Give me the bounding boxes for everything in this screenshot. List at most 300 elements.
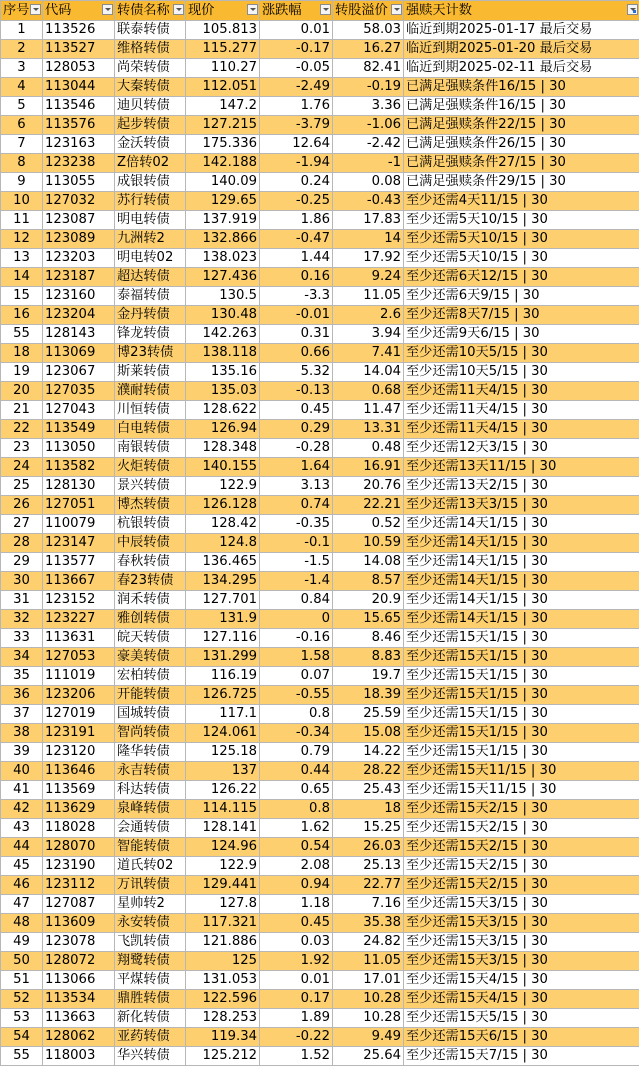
change-pct-cell[interactable]: 1.86 bbox=[260, 211, 333, 230]
bond-name-cell[interactable]: 润禾转债 bbox=[115, 591, 186, 610]
price-cell[interactable]: 130.48 bbox=[186, 306, 260, 325]
bond-name-cell[interactable]: 火炬转债 bbox=[115, 458, 186, 477]
change-pct-cell[interactable]: -0.47 bbox=[260, 230, 333, 249]
row-index-cell[interactable]: 43 bbox=[1, 819, 43, 838]
redemption-count-cell[interactable]: 至少还需5天10/15 | 30 bbox=[404, 249, 639, 268]
bond-name-cell[interactable]: 泰福转债 bbox=[115, 287, 186, 306]
table-row[interactable] bbox=[1, 59, 639, 78]
bond-name-cell[interactable]: 隆华转债 bbox=[115, 743, 186, 762]
price-cell[interactable]: 131.053 bbox=[186, 971, 260, 990]
change-pct-cell[interactable]: -0.05 bbox=[260, 59, 333, 78]
price-cell[interactable]: 142.188 bbox=[186, 154, 260, 173]
code-cell[interactable]: 113066 bbox=[43, 971, 115, 990]
code-cell[interactable]: 113527 bbox=[43, 40, 115, 59]
redemption-count-cell[interactable]: 至少还需15天2/15 | 30 bbox=[404, 876, 639, 895]
bond-name-cell[interactable]: 春23转债 bbox=[115, 572, 186, 591]
premium-cell[interactable]: 10.59 bbox=[333, 534, 404, 553]
code-cell[interactable]: 128053 bbox=[43, 59, 115, 78]
row-index-cell[interactable]: 7 bbox=[1, 135, 43, 154]
redemption-count-cell[interactable]: 至少还需11天4/15 | 30 bbox=[404, 420, 639, 439]
redemption-count-cell[interactable]: 至少还需6天12/15 | 30 bbox=[404, 268, 639, 287]
redemption-count-cell[interactable]: 至少还需15天1/15 | 30 bbox=[404, 743, 639, 762]
table-row[interactable] bbox=[1, 933, 639, 952]
premium-cell[interactable]: 14.22 bbox=[333, 743, 404, 762]
table-row[interactable] bbox=[1, 458, 639, 477]
table-row[interactable] bbox=[1, 534, 639, 553]
row-index-cell[interactable]: 49 bbox=[1, 933, 43, 952]
table-row[interactable] bbox=[1, 268, 639, 287]
premium-cell[interactable]: 19.7 bbox=[333, 667, 404, 686]
premium-cell[interactable]: 82.41 bbox=[333, 59, 404, 78]
premium-cell[interactable]: 11.05 bbox=[333, 287, 404, 306]
premium-cell[interactable]: 15.08 bbox=[333, 724, 404, 743]
change-pct-cell[interactable]: 0.45 bbox=[260, 401, 333, 420]
row-index-cell[interactable]: 40 bbox=[1, 762, 43, 781]
premium-cell[interactable]: 22.21 bbox=[333, 496, 404, 515]
row-index-cell[interactable]: 35 bbox=[1, 667, 43, 686]
column-header-code[interactable]: 代码 bbox=[43, 1, 115, 21]
row-index-cell[interactable]: 8 bbox=[1, 154, 43, 173]
redemption-count-cell[interactable]: 至少还需15天4/15 | 30 bbox=[404, 990, 639, 1009]
column-header-price[interactable]: 现价 bbox=[186, 1, 260, 21]
row-index-cell[interactable]: 52 bbox=[1, 990, 43, 1009]
change-pct-cell[interactable]: -0.13 bbox=[260, 382, 333, 401]
premium-cell[interactable]: 25.13 bbox=[333, 857, 404, 876]
code-cell[interactable]: 123191 bbox=[43, 724, 115, 743]
redemption-count-cell[interactable]: 至少还需15天1/15 | 30 bbox=[404, 648, 639, 667]
change-pct-cell[interactable]: 0.17 bbox=[260, 990, 333, 1009]
table-row[interactable] bbox=[1, 496, 639, 515]
price-cell[interactable]: 135.03 bbox=[186, 382, 260, 401]
premium-cell[interactable]: 20.9 bbox=[333, 591, 404, 610]
row-index-cell[interactable]: 19 bbox=[1, 363, 43, 382]
price-cell[interactable]: 115.277 bbox=[186, 40, 260, 59]
bond-name-cell[interactable]: 春秋转债 bbox=[115, 553, 186, 572]
table-row[interactable] bbox=[1, 591, 639, 610]
filter-dropdown-icon[interactable] bbox=[102, 4, 113, 15]
change-pct-cell[interactable]: 0.16 bbox=[260, 268, 333, 287]
change-pct-cell[interactable]: 0.8 bbox=[260, 800, 333, 819]
table-row[interactable] bbox=[1, 1047, 639, 1066]
premium-cell[interactable]: 3.36 bbox=[333, 97, 404, 116]
change-pct-cell[interactable]: -0.35 bbox=[260, 515, 333, 534]
column-header-bond-name[interactable]: 转债名称 bbox=[115, 1, 186, 21]
row-index-cell[interactable]: 5 bbox=[1, 97, 43, 116]
table-row[interactable] bbox=[1, 78, 639, 97]
row-index-cell[interactable]: 14 bbox=[1, 268, 43, 287]
code-cell[interactable]: 123147 bbox=[43, 534, 115, 553]
change-pct-cell[interactable]: 0.65 bbox=[260, 781, 333, 800]
redemption-count-cell[interactable]: 至少还需13天2/15 | 30 bbox=[404, 477, 639, 496]
price-cell[interactable]: 127.436 bbox=[186, 268, 260, 287]
price-cell[interactable]: 137 bbox=[186, 762, 260, 781]
table-row[interactable] bbox=[1, 192, 639, 211]
premium-cell[interactable]: 25.43 bbox=[333, 781, 404, 800]
code-cell[interactable]: 127043 bbox=[43, 401, 115, 420]
filter-dropdown-icon[interactable] bbox=[173, 4, 184, 15]
change-pct-cell[interactable]: 1.76 bbox=[260, 97, 333, 116]
bond-name-cell[interactable]: 中辰转债 bbox=[115, 534, 186, 553]
change-pct-cell[interactable]: 0.54 bbox=[260, 838, 333, 857]
row-index-cell[interactable]: 21 bbox=[1, 401, 43, 420]
price-cell[interactable]: 124.96 bbox=[186, 838, 260, 857]
code-cell[interactable]: 123206 bbox=[43, 686, 115, 705]
price-cell[interactable]: 126.725 bbox=[186, 686, 260, 705]
table-row[interactable] bbox=[1, 800, 639, 819]
change-pct-cell[interactable]: 0.24 bbox=[260, 173, 333, 192]
redemption-count-cell[interactable]: 至少还需15天2/15 | 30 bbox=[404, 800, 639, 819]
redemption-count-cell[interactable]: 至少还需15天3/15 | 30 bbox=[404, 914, 639, 933]
redemption-count-cell[interactable]: 至少还需15天1/15 | 30 bbox=[404, 667, 639, 686]
premium-cell[interactable]: -1 bbox=[333, 154, 404, 173]
bond-name-cell[interactable]: 泉峰转债 bbox=[115, 800, 186, 819]
redemption-count-cell[interactable]: 临近到期2025-01-17 最后交易 bbox=[404, 21, 639, 40]
table-row[interactable] bbox=[1, 971, 639, 990]
code-cell[interactable]: 127019 bbox=[43, 705, 115, 724]
change-pct-cell[interactable]: 0.01 bbox=[260, 21, 333, 40]
code-cell[interactable]: 127087 bbox=[43, 895, 115, 914]
row-index-cell[interactable]: 55 bbox=[1, 1047, 43, 1066]
code-cell[interactable]: 128130 bbox=[43, 477, 115, 496]
change-pct-cell[interactable]: 0 bbox=[260, 610, 333, 629]
price-cell[interactable]: 137.919 bbox=[186, 211, 260, 230]
redemption-count-cell[interactable]: 至少还需12天3/15 | 30 bbox=[404, 439, 639, 458]
bond-name-cell[interactable]: 亚药转债 bbox=[115, 1028, 186, 1047]
premium-cell[interactable]: 15.65 bbox=[333, 610, 404, 629]
table-row[interactable] bbox=[1, 705, 639, 724]
price-cell[interactable]: 121.886 bbox=[186, 933, 260, 952]
bond-name-cell[interactable]: 金丹转债 bbox=[115, 306, 186, 325]
table-row[interactable] bbox=[1, 420, 639, 439]
code-cell[interactable]: 123204 bbox=[43, 306, 115, 325]
row-index-cell[interactable]: 1 bbox=[1, 21, 43, 40]
table-row[interactable] bbox=[1, 40, 639, 59]
row-index-cell[interactable]: 20 bbox=[1, 382, 43, 401]
price-cell[interactable]: 127.116 bbox=[186, 629, 260, 648]
code-cell[interactable]: 113534 bbox=[43, 990, 115, 1009]
table-row[interactable] bbox=[1, 97, 639, 116]
premium-cell[interactable]: 14.04 bbox=[333, 363, 404, 382]
table-row[interactable] bbox=[1, 781, 639, 800]
row-index-cell[interactable]: 34 bbox=[1, 648, 43, 667]
redemption-count-cell[interactable]: 至少还需15天3/15 | 30 bbox=[404, 895, 639, 914]
bond-name-cell[interactable]: 明电转02 bbox=[115, 249, 186, 268]
table-row[interactable] bbox=[1, 629, 639, 648]
code-cell[interactable]: 128062 bbox=[43, 1028, 115, 1047]
bond-name-cell[interactable]: 南银转债 bbox=[115, 439, 186, 458]
redemption-count-cell[interactable]: 至少还需15天1/15 | 30 bbox=[404, 724, 639, 743]
bond-name-cell[interactable]: 明电转债 bbox=[115, 211, 186, 230]
table-row[interactable] bbox=[1, 173, 639, 192]
code-cell[interactable]: 123203 bbox=[43, 249, 115, 268]
price-cell[interactable]: 131.299 bbox=[186, 648, 260, 667]
premium-cell[interactable]: 10.28 bbox=[333, 990, 404, 1009]
price-cell[interactable]: 124.8 bbox=[186, 534, 260, 553]
bond-name-cell[interactable]: 宏柏转债 bbox=[115, 667, 186, 686]
premium-cell[interactable]: 16.27 bbox=[333, 40, 404, 59]
change-pct-cell[interactable]: -0.01 bbox=[260, 306, 333, 325]
code-cell[interactable]: 123089 bbox=[43, 230, 115, 249]
row-index-cell[interactable]: 28 bbox=[1, 534, 43, 553]
price-cell[interactable]: 122.9 bbox=[186, 857, 260, 876]
table-row[interactable] bbox=[1, 306, 639, 325]
change-pct-cell[interactable]: 0.94 bbox=[260, 876, 333, 895]
filter-dropdown-icon[interactable] bbox=[247, 4, 258, 15]
change-pct-cell[interactable]: 0.03 bbox=[260, 933, 333, 952]
table-row[interactable] bbox=[1, 401, 639, 420]
price-cell[interactable]: 129.441 bbox=[186, 876, 260, 895]
premium-cell[interactable]: -0.19 bbox=[333, 78, 404, 97]
change-pct-cell[interactable]: -1.94 bbox=[260, 154, 333, 173]
change-pct-cell[interactable]: 0.07 bbox=[260, 667, 333, 686]
row-index-cell[interactable]: 45 bbox=[1, 857, 43, 876]
change-pct-cell[interactable]: 1.18 bbox=[260, 895, 333, 914]
row-index-cell[interactable]: 29 bbox=[1, 553, 43, 572]
change-pct-cell[interactable]: -0.22 bbox=[260, 1028, 333, 1047]
price-cell[interactable]: 134.295 bbox=[186, 572, 260, 591]
redemption-count-cell[interactable]: 至少还需15天1/15 | 30 bbox=[404, 686, 639, 705]
change-pct-cell[interactable]: -0.17 bbox=[260, 40, 333, 59]
premium-cell[interactable]: -0.43 bbox=[333, 192, 404, 211]
row-index-cell[interactable]: 38 bbox=[1, 724, 43, 743]
code-cell[interactable]: 127051 bbox=[43, 496, 115, 515]
redemption-count-cell[interactable]: 至少还需14天1/15 | 30 bbox=[404, 515, 639, 534]
bond-name-cell[interactable]: 九洲转2 bbox=[115, 230, 186, 249]
premium-cell[interactable]: 9.24 bbox=[333, 268, 404, 287]
code-cell[interactable]: 113044 bbox=[43, 78, 115, 97]
bond-name-cell[interactable]: 科达转债 bbox=[115, 781, 186, 800]
bond-name-cell[interactable]: 起步转债 bbox=[115, 116, 186, 135]
code-cell[interactable]: 123120 bbox=[43, 743, 115, 762]
row-index-cell[interactable]: 12 bbox=[1, 230, 43, 249]
row-index-cell[interactable]: 48 bbox=[1, 914, 43, 933]
premium-cell[interactable]: 8.46 bbox=[333, 629, 404, 648]
change-pct-cell[interactable]: -3.3 bbox=[260, 287, 333, 306]
price-cell[interactable]: 128.253 bbox=[186, 1009, 260, 1028]
redemption-count-cell[interactable]: 已满足强赎条件16/15 | 30 bbox=[404, 97, 639, 116]
table-row[interactable] bbox=[1, 477, 639, 496]
premium-cell[interactable]: 14.08 bbox=[333, 553, 404, 572]
code-cell[interactable]: 127032 bbox=[43, 192, 115, 211]
redemption-count-cell[interactable]: 至少还需15天1/15 | 30 bbox=[404, 629, 639, 648]
bond-name-cell[interactable]: 智尚转债 bbox=[115, 724, 186, 743]
row-index-cell[interactable]: 13 bbox=[1, 249, 43, 268]
redemption-count-cell[interactable]: 至少还需14天1/15 | 30 bbox=[404, 534, 639, 553]
redemption-count-cell[interactable]: 至少还需14天1/15 | 30 bbox=[404, 591, 639, 610]
row-index-cell[interactable]: 22 bbox=[1, 420, 43, 439]
change-pct-cell[interactable]: 1.62 bbox=[260, 819, 333, 838]
price-cell[interactable]: 128.348 bbox=[186, 439, 260, 458]
row-index-cell[interactable]: 53 bbox=[1, 1009, 43, 1028]
row-index-cell[interactable]: 9 bbox=[1, 173, 43, 192]
bond-name-cell[interactable]: 博杰转债 bbox=[115, 496, 186, 515]
code-cell[interactable]: 113663 bbox=[43, 1009, 115, 1028]
row-index-cell[interactable]: 25 bbox=[1, 477, 43, 496]
code-cell[interactable]: 113646 bbox=[43, 762, 115, 781]
bond-name-cell[interactable]: Z倍转02 bbox=[115, 154, 186, 173]
price-cell[interactable]: 127.215 bbox=[186, 116, 260, 135]
change-pct-cell[interactable]: 1.92 bbox=[260, 952, 333, 971]
bond-name-cell[interactable]: 鼎胜转债 bbox=[115, 990, 186, 1009]
redemption-count-cell[interactable]: 至少还需9天6/15 | 30 bbox=[404, 325, 639, 344]
code-cell[interactable]: 113069 bbox=[43, 344, 115, 363]
premium-cell[interactable]: 17.83 bbox=[333, 211, 404, 230]
bond-name-cell[interactable]: 会通转债 bbox=[115, 819, 186, 838]
table-row[interactable] bbox=[1, 135, 639, 154]
row-index-cell[interactable]: 27 bbox=[1, 515, 43, 534]
redemption-count-cell[interactable]: 至少还需15天2/15 | 30 bbox=[404, 838, 639, 857]
price-cell[interactable]: 130.5 bbox=[186, 287, 260, 306]
code-cell[interactable]: 123238 bbox=[43, 154, 115, 173]
row-index-cell[interactable]: 41 bbox=[1, 781, 43, 800]
column-header-change-pct[interactable]: 涨跌幅 bbox=[260, 1, 333, 21]
redemption-count-cell[interactable]: 至少还需15天3/15 | 30 bbox=[404, 952, 639, 971]
price-cell[interactable]: 127.701 bbox=[186, 591, 260, 610]
change-pct-cell[interactable]: 0.74 bbox=[260, 496, 333, 515]
redemption-count-cell[interactable]: 至少还需15天4/15 | 30 bbox=[404, 971, 639, 990]
bond-name-cell[interactable]: 华兴转债 bbox=[115, 1047, 186, 1066]
redemption-count-cell[interactable]: 已满足强赎条件26/15 | 30 bbox=[404, 135, 639, 154]
premium-cell[interactable]: 18.39 bbox=[333, 686, 404, 705]
code-cell[interactable]: 113667 bbox=[43, 572, 115, 591]
change-pct-cell[interactable]: -0.34 bbox=[260, 724, 333, 743]
table-row[interactable] bbox=[1, 914, 639, 933]
code-cell[interactable]: 123163 bbox=[43, 135, 115, 154]
premium-cell[interactable]: 25.64 bbox=[333, 1047, 404, 1066]
code-cell[interactable]: 113526 bbox=[43, 21, 115, 40]
table-row[interactable] bbox=[1, 1028, 639, 1047]
table-row[interactable] bbox=[1, 344, 639, 363]
change-pct-cell[interactable]: -1.5 bbox=[260, 553, 333, 572]
premium-cell[interactable]: 20.76 bbox=[333, 477, 404, 496]
row-index-cell[interactable]: 11 bbox=[1, 211, 43, 230]
table-row[interactable] bbox=[1, 572, 639, 591]
bond-name-cell[interactable]: 翔鹭转债 bbox=[115, 952, 186, 971]
premium-cell[interactable]: 22.77 bbox=[333, 876, 404, 895]
table-row[interactable] bbox=[1, 724, 639, 743]
code-cell[interactable]: 113549 bbox=[43, 420, 115, 439]
table-row[interactable] bbox=[1, 819, 639, 838]
column-header-conversion-premium[interactable]: 转股溢价 bbox=[333, 1, 404, 21]
redemption-count-cell[interactable]: 至少还需15天11/15 | 30 bbox=[404, 781, 639, 800]
code-cell[interactable]: 113631 bbox=[43, 629, 115, 648]
premium-cell[interactable]: 17.01 bbox=[333, 971, 404, 990]
redemption-count-cell[interactable]: 至少还需4天11/15 | 30 bbox=[404, 192, 639, 211]
change-pct-cell[interactable]: -0.1 bbox=[260, 534, 333, 553]
code-cell[interactable]: 113577 bbox=[43, 553, 115, 572]
redemption-count-cell[interactable]: 已满足强赎条件22/15 | 30 bbox=[404, 116, 639, 135]
row-index-cell[interactable]: 31 bbox=[1, 591, 43, 610]
price-cell[interactable]: 105.813 bbox=[186, 21, 260, 40]
code-cell[interactable]: 123087 bbox=[43, 211, 115, 230]
redemption-count-cell[interactable]: 至少还需15天6/15 | 30 bbox=[404, 1028, 639, 1047]
premium-cell[interactable]: 7.16 bbox=[333, 895, 404, 914]
table-row[interactable] bbox=[1, 287, 639, 306]
change-pct-cell[interactable]: -2.49 bbox=[260, 78, 333, 97]
table-row[interactable] bbox=[1, 838, 639, 857]
change-pct-cell[interactable]: 1.44 bbox=[260, 249, 333, 268]
code-cell[interactable]: 113576 bbox=[43, 116, 115, 135]
table-row[interactable] bbox=[1, 363, 639, 382]
price-cell[interactable]: 175.336 bbox=[186, 135, 260, 154]
price-cell[interactable]: 128.42 bbox=[186, 515, 260, 534]
row-index-cell[interactable]: 30 bbox=[1, 572, 43, 591]
premium-cell[interactable]: 7.41 bbox=[333, 344, 404, 363]
code-cell[interactable]: 123067 bbox=[43, 363, 115, 382]
redemption-count-cell[interactable]: 至少还需15天1/15 | 30 bbox=[404, 705, 639, 724]
table-row[interactable] bbox=[1, 857, 639, 876]
price-cell[interactable]: 112.051 bbox=[186, 78, 260, 97]
bond-name-cell[interactable]: 开能转债 bbox=[115, 686, 186, 705]
redemption-count-cell[interactable]: 至少还需15天7/15 | 30 bbox=[404, 1047, 639, 1066]
price-cell[interactable]: 129.65 bbox=[186, 192, 260, 211]
row-index-cell[interactable]: 33 bbox=[1, 629, 43, 648]
code-cell[interactable]: 118028 bbox=[43, 819, 115, 838]
table-row[interactable] bbox=[1, 952, 639, 971]
price-cell[interactable]: 138.023 bbox=[186, 249, 260, 268]
row-index-cell[interactable]: 42 bbox=[1, 800, 43, 819]
price-cell[interactable]: 132.866 bbox=[186, 230, 260, 249]
row-index-cell[interactable]: 18 bbox=[1, 344, 43, 363]
bond-name-cell[interactable]: 万讯转债 bbox=[115, 876, 186, 895]
bond-name-cell[interactable]: 景兴转债 bbox=[115, 477, 186, 496]
filter-dropdown-icon[interactable] bbox=[391, 4, 402, 15]
table-row[interactable] bbox=[1, 439, 639, 458]
price-cell[interactable]: 147.2 bbox=[186, 97, 260, 116]
change-pct-cell[interactable]: 5.32 bbox=[260, 363, 333, 382]
change-pct-cell[interactable]: 0.84 bbox=[260, 591, 333, 610]
table-row[interactable] bbox=[1, 743, 639, 762]
change-pct-cell[interactable]: 0.45 bbox=[260, 914, 333, 933]
row-index-cell[interactable]: 16 bbox=[1, 306, 43, 325]
change-pct-cell[interactable]: 0.79 bbox=[260, 743, 333, 762]
row-index-cell[interactable]: 47 bbox=[1, 895, 43, 914]
table-row[interactable] bbox=[1, 116, 639, 135]
price-cell[interactable]: 117.321 bbox=[186, 914, 260, 933]
price-cell[interactable]: 119.34 bbox=[186, 1028, 260, 1047]
change-pct-cell[interactable]: 0.29 bbox=[260, 420, 333, 439]
code-cell[interactable]: 110079 bbox=[43, 515, 115, 534]
bond-name-cell[interactable]: 成银转债 bbox=[115, 173, 186, 192]
price-cell[interactable]: 126.128 bbox=[186, 496, 260, 515]
row-index-cell[interactable]: 10 bbox=[1, 192, 43, 211]
premium-cell[interactable]: 58.03 bbox=[333, 21, 404, 40]
code-cell[interactable]: 113050 bbox=[43, 439, 115, 458]
price-cell[interactable]: 110.27 bbox=[186, 59, 260, 78]
change-pct-cell[interactable]: -1.4 bbox=[260, 572, 333, 591]
price-cell[interactable]: 116.19 bbox=[186, 667, 260, 686]
table-row[interactable] bbox=[1, 382, 639, 401]
price-cell[interactable]: 122.596 bbox=[186, 990, 260, 1009]
change-pct-cell[interactable]: -0.25 bbox=[260, 192, 333, 211]
change-pct-cell[interactable]: 1.52 bbox=[260, 1047, 333, 1066]
row-index-cell[interactable]: 36 bbox=[1, 686, 43, 705]
bond-name-cell[interactable]: 杭银转债 bbox=[115, 515, 186, 534]
bond-name-cell[interactable]: 平煤转债 bbox=[115, 971, 186, 990]
table-row[interactable] bbox=[1, 990, 639, 1009]
bond-name-cell[interactable]: 苏行转债 bbox=[115, 192, 186, 211]
redemption-count-cell[interactable]: 至少还需11天4/15 | 30 bbox=[404, 382, 639, 401]
redemption-count-cell[interactable]: 至少还需14天1/15 | 30 bbox=[404, 572, 639, 591]
table-row[interactable] bbox=[1, 249, 639, 268]
table-row[interactable] bbox=[1, 1009, 639, 1028]
price-cell[interactable]: 125.212 bbox=[186, 1047, 260, 1066]
bond-name-cell[interactable]: 雅创转债 bbox=[115, 610, 186, 629]
row-index-cell[interactable]: 24 bbox=[1, 458, 43, 477]
change-pct-cell[interactable]: 0.8 bbox=[260, 705, 333, 724]
table-row[interactable] bbox=[1, 325, 639, 344]
bond-name-cell[interactable]: 永吉转债 bbox=[115, 762, 186, 781]
